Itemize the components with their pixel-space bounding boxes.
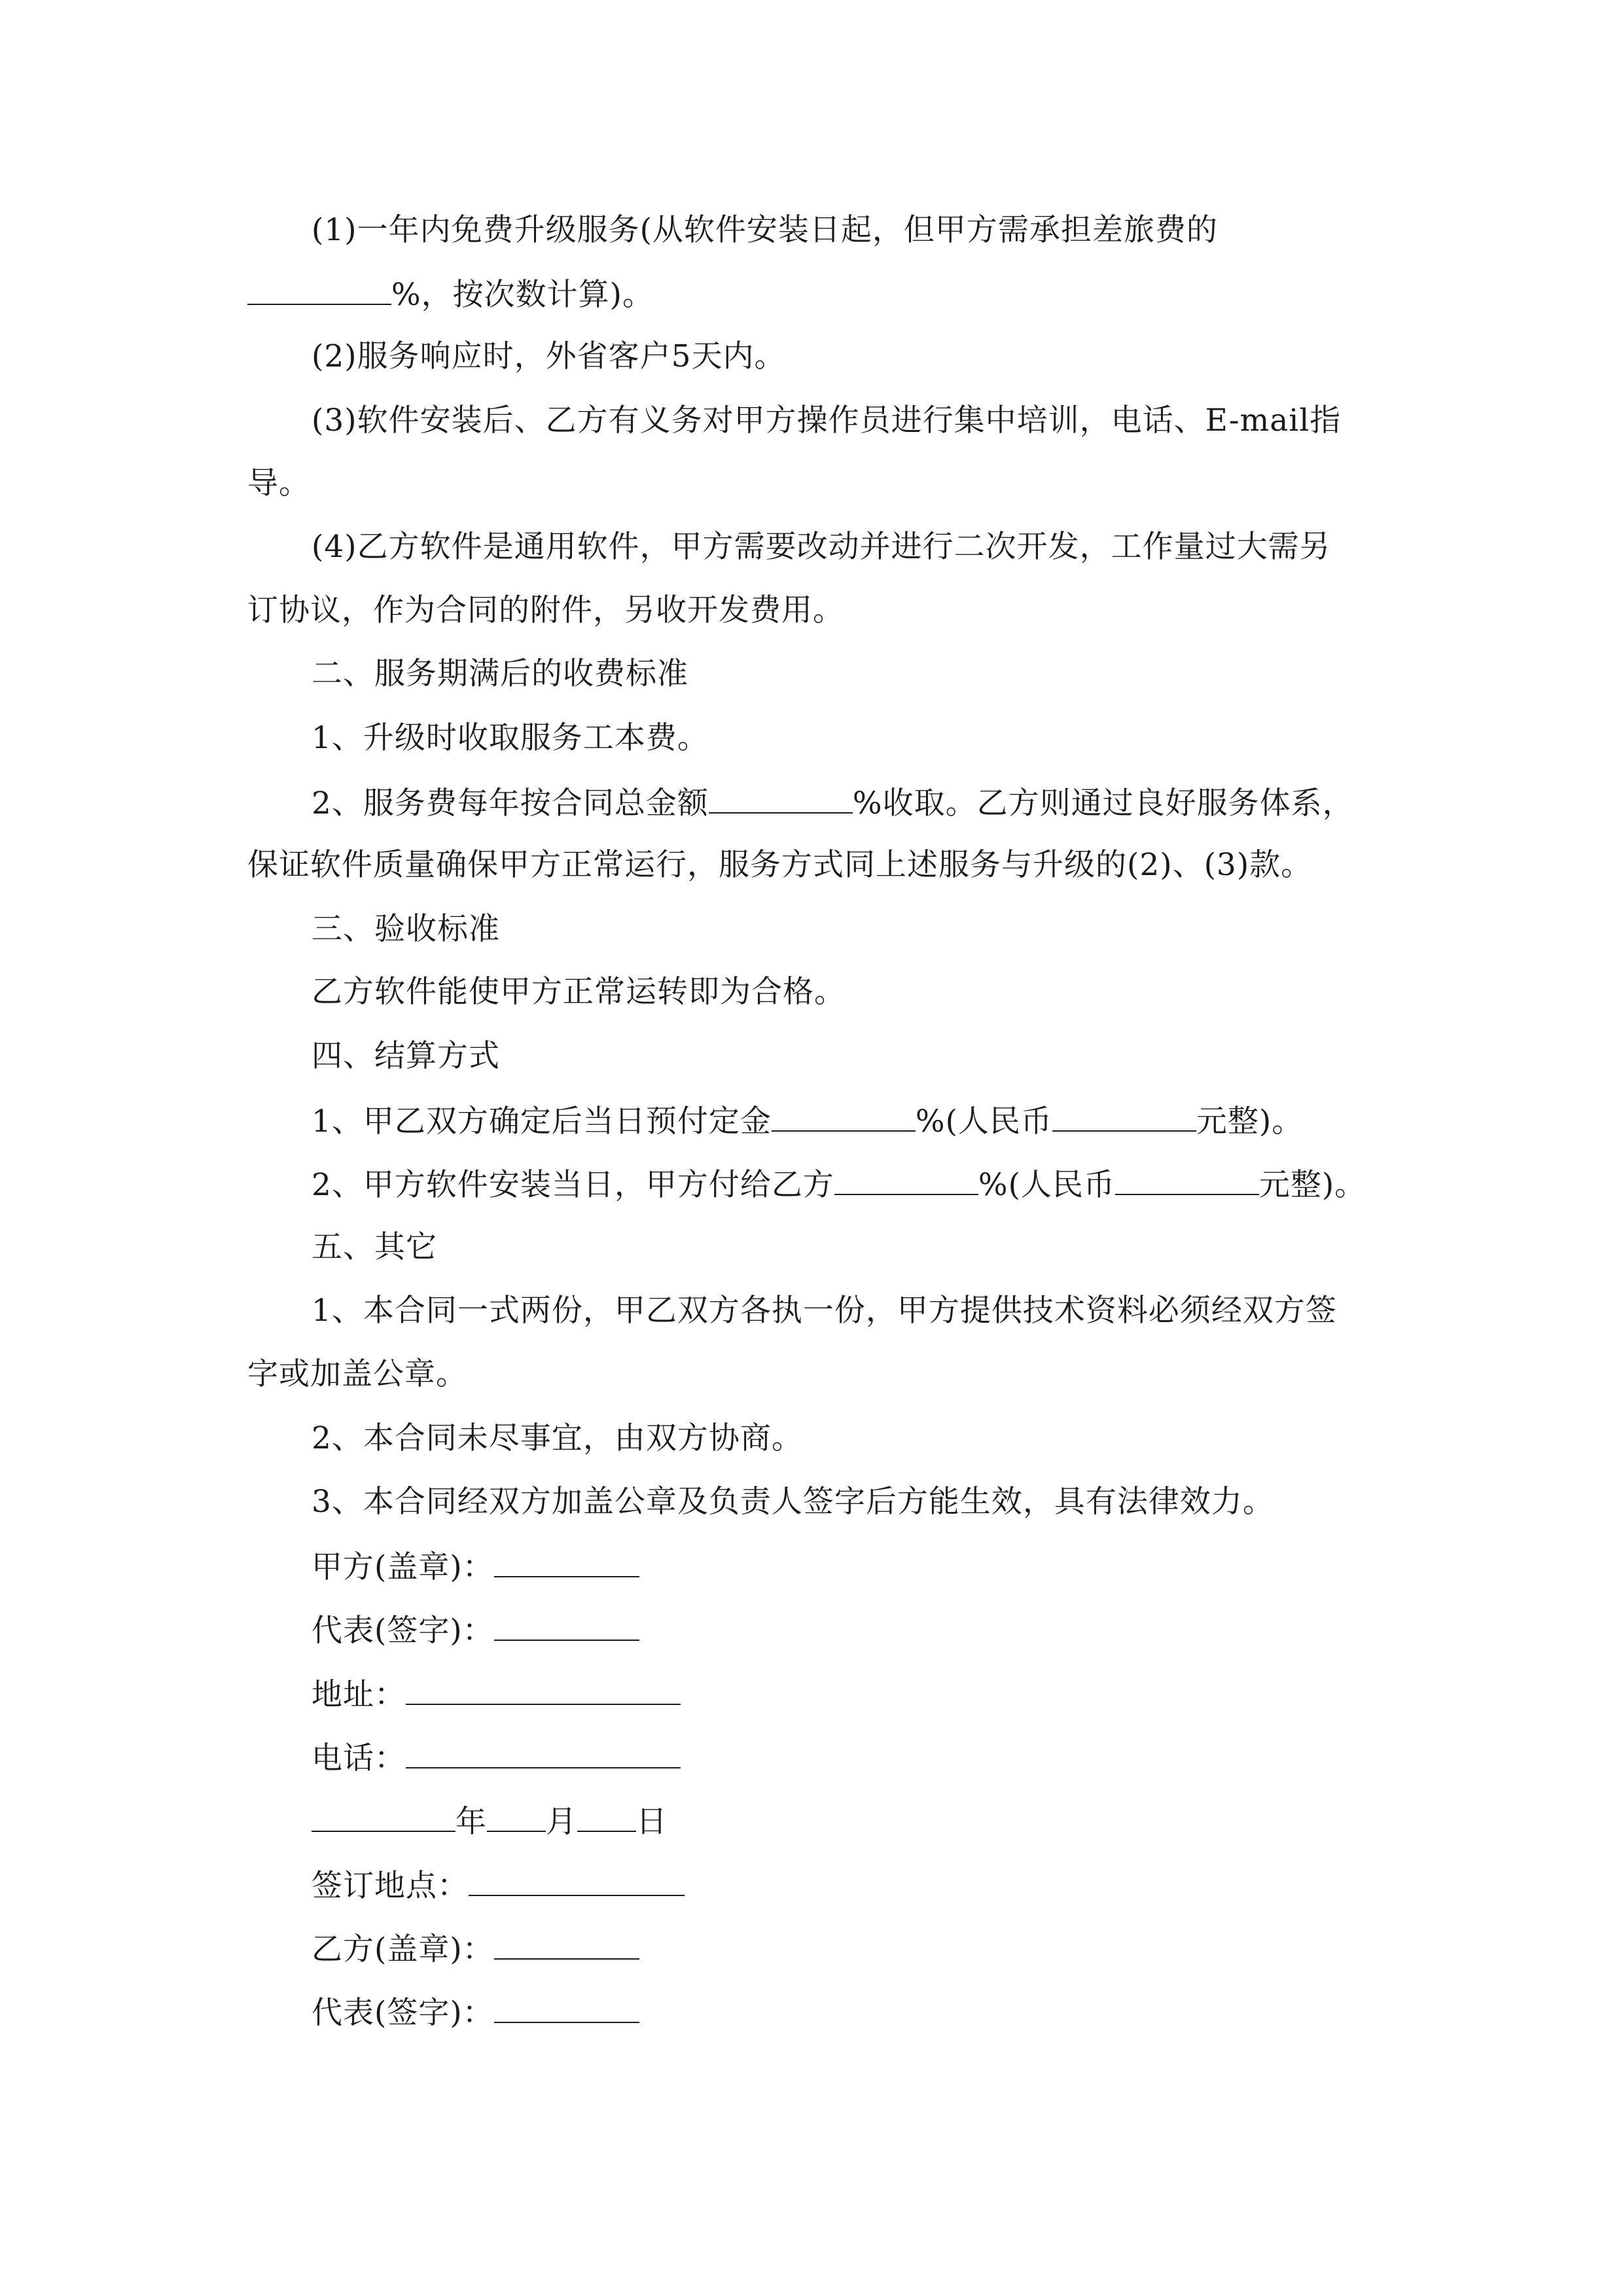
- month-label: 月: [546, 1804, 577, 1840]
- other-item-1-line-1: [312, 1291, 1463, 1331]
- clause-4-text: (4)乙方软件是通用软件，甲方需要改动并进行二次开发，工作量过大需另: [312, 529, 1331, 565]
- month-blank: [487, 1801, 546, 1832]
- payment-item-2-end: 元整)。: [1258, 1167, 1366, 1203]
- party-b-representative: [312, 1992, 1463, 2031]
- payment-item-2-text: 2、甲方软件安装当日，甲方付给乙方: [312, 1167, 834, 1203]
- section-heading-5: [312, 1228, 1463, 1267]
- party-b-seal: [312, 1928, 1463, 1967]
- clause-1-text-end: %，按次数计算)。: [391, 277, 654, 313]
- payment-item-1: [312, 1100, 1463, 1139]
- party-b-rep-label: 代表(签字)：: [312, 1995, 494, 2031]
- payment-item-1-text: 1、甲乙双方确定后当日预付定金: [312, 1103, 772, 1139]
- clause-2-text: (2)服务响应时，外省客户5天内。: [312, 338, 786, 374]
- clause-3-line-1: [312, 401, 1463, 440]
- fee-item-2-text-cont: %收取。乙方则通过良好服务体系，: [852, 785, 1354, 821]
- address-blank: [406, 1674, 681, 1705]
- year-label: 年: [455, 1804, 487, 1840]
- section-2-title: 二、服务期满后的收费标准: [312, 656, 688, 692]
- clause-4-line-1: [312, 528, 1463, 567]
- section-5-title: 五、其它: [312, 1229, 437, 1265]
- clause-4-text-end: 订协议，作为合同的附件，另收开发费用。: [247, 592, 844, 628]
- day-blank: [577, 1801, 636, 1832]
- acceptance-text: [312, 973, 1463, 1012]
- address-label: 地址：: [312, 1677, 406, 1713]
- blank-install-amount: [1115, 1164, 1259, 1195]
- clause-2: [312, 337, 1463, 376]
- party-a-rep-blank: [494, 1609, 639, 1641]
- fee-item-2-line-1: [312, 782, 1463, 821]
- acceptance-text-body: 乙方软件能使甲方正常运转即为合格。: [312, 974, 846, 1010]
- fee-item-2-text: 2、服务费每年按合同总金额: [312, 785, 709, 821]
- blank-install-percent: [834, 1164, 978, 1195]
- clause-4-line-2: [247, 591, 1399, 630]
- section-heading-3: [312, 910, 1463, 949]
- party-a-seal: [312, 1546, 1463, 1585]
- section-heading-2: [312, 655, 1463, 694]
- signing-place-blank: [469, 1865, 685, 1896]
- fee-item-1: [312, 719, 1463, 758]
- party-b-seal-blank: [494, 1928, 639, 1960]
- blank-deposit-percent: [772, 1100, 916, 1132]
- party-b-seal-label: 乙方(盖章)：: [312, 1931, 494, 1967]
- other-item-2-text: 2、本合同未尽事宜，由双方协商。: [312, 1420, 803, 1456]
- party-a-seal-blank: [494, 1546, 639, 1577]
- signing-place-row: [312, 1865, 1463, 1904]
- other-item-3: [312, 1482, 1463, 1522]
- payment-item-2-rmb: %(人民币: [978, 1167, 1115, 1203]
- year-blank: [312, 1801, 455, 1832]
- clause-3-text-end: 导。: [247, 465, 310, 501]
- address-row: [312, 1674, 1463, 1713]
- clause-1-text: (1)一年内免费升级服务(从软件安装日起，但甲方需承担差旅费的: [312, 212, 1218, 248]
- clause-1-line-1: [312, 211, 1463, 250]
- section-heading-4: [312, 1037, 1463, 1076]
- blank-service-percent: [709, 782, 853, 814]
- other-item-1-text-end: 字或加盖公章。: [247, 1356, 467, 1392]
- day-label: 日: [636, 1804, 668, 1840]
- party-b-rep-blank: [494, 1992, 639, 2023]
- other-item-3-text: 3、本合同经双方加盖公章及负责人签字后方能生效，具有法律效力。: [312, 1484, 1274, 1520]
- other-item-1-line-2: [247, 1355, 1399, 1394]
- date-row: [312, 1801, 1463, 1840]
- section-4-title: 四、结算方式: [312, 1038, 500, 1074]
- party-a-representative: [312, 1609, 1463, 1649]
- blank-deposit-amount: [1052, 1100, 1196, 1132]
- section-3-title: 三、验收标准: [312, 911, 500, 947]
- clause-3-line-2: [247, 464, 1399, 503]
- payment-item-2: [312, 1164, 1463, 1203]
- other-item-2: [312, 1419, 1463, 1458]
- blank-travel-percent: [247, 274, 391, 305]
- party-a-rep-label: 代表(签字)：: [312, 1613, 494, 1649]
- clause-1-line-2: [247, 274, 1399, 313]
- payment-item-1-rmb: %(人民币: [915, 1103, 1052, 1139]
- other-item-1-text: 1、本合同一式两份，甲乙双方各执一份，甲方提供技术资料必须经双方签: [312, 1293, 1337, 1329]
- phone-blank: [406, 1737, 681, 1768]
- fee-item-2-line-2: [247, 846, 1399, 885]
- fee-item-1-text: 1、升级时收取服务工本费。: [312, 720, 709, 756]
- fee-item-2-text-end: 保证软件质量确保甲方正常运行，服务方式同上述服务与升级的(2)、(3)款。: [247, 847, 1313, 883]
- signing-place-label: 签订地点：: [312, 1868, 469, 1904]
- payment-item-1-end: 元整)。: [1196, 1103, 1304, 1139]
- clause-3-text: (3)软件安装后、乙方有义务对甲方操作员进行集中培训，电话、E-mail指: [312, 403, 1342, 439]
- phone-label: 电话：: [312, 1740, 406, 1776]
- party-a-seal-label: 甲方(盖章)：: [312, 1549, 494, 1585]
- phone-row: [312, 1737, 1463, 1776]
